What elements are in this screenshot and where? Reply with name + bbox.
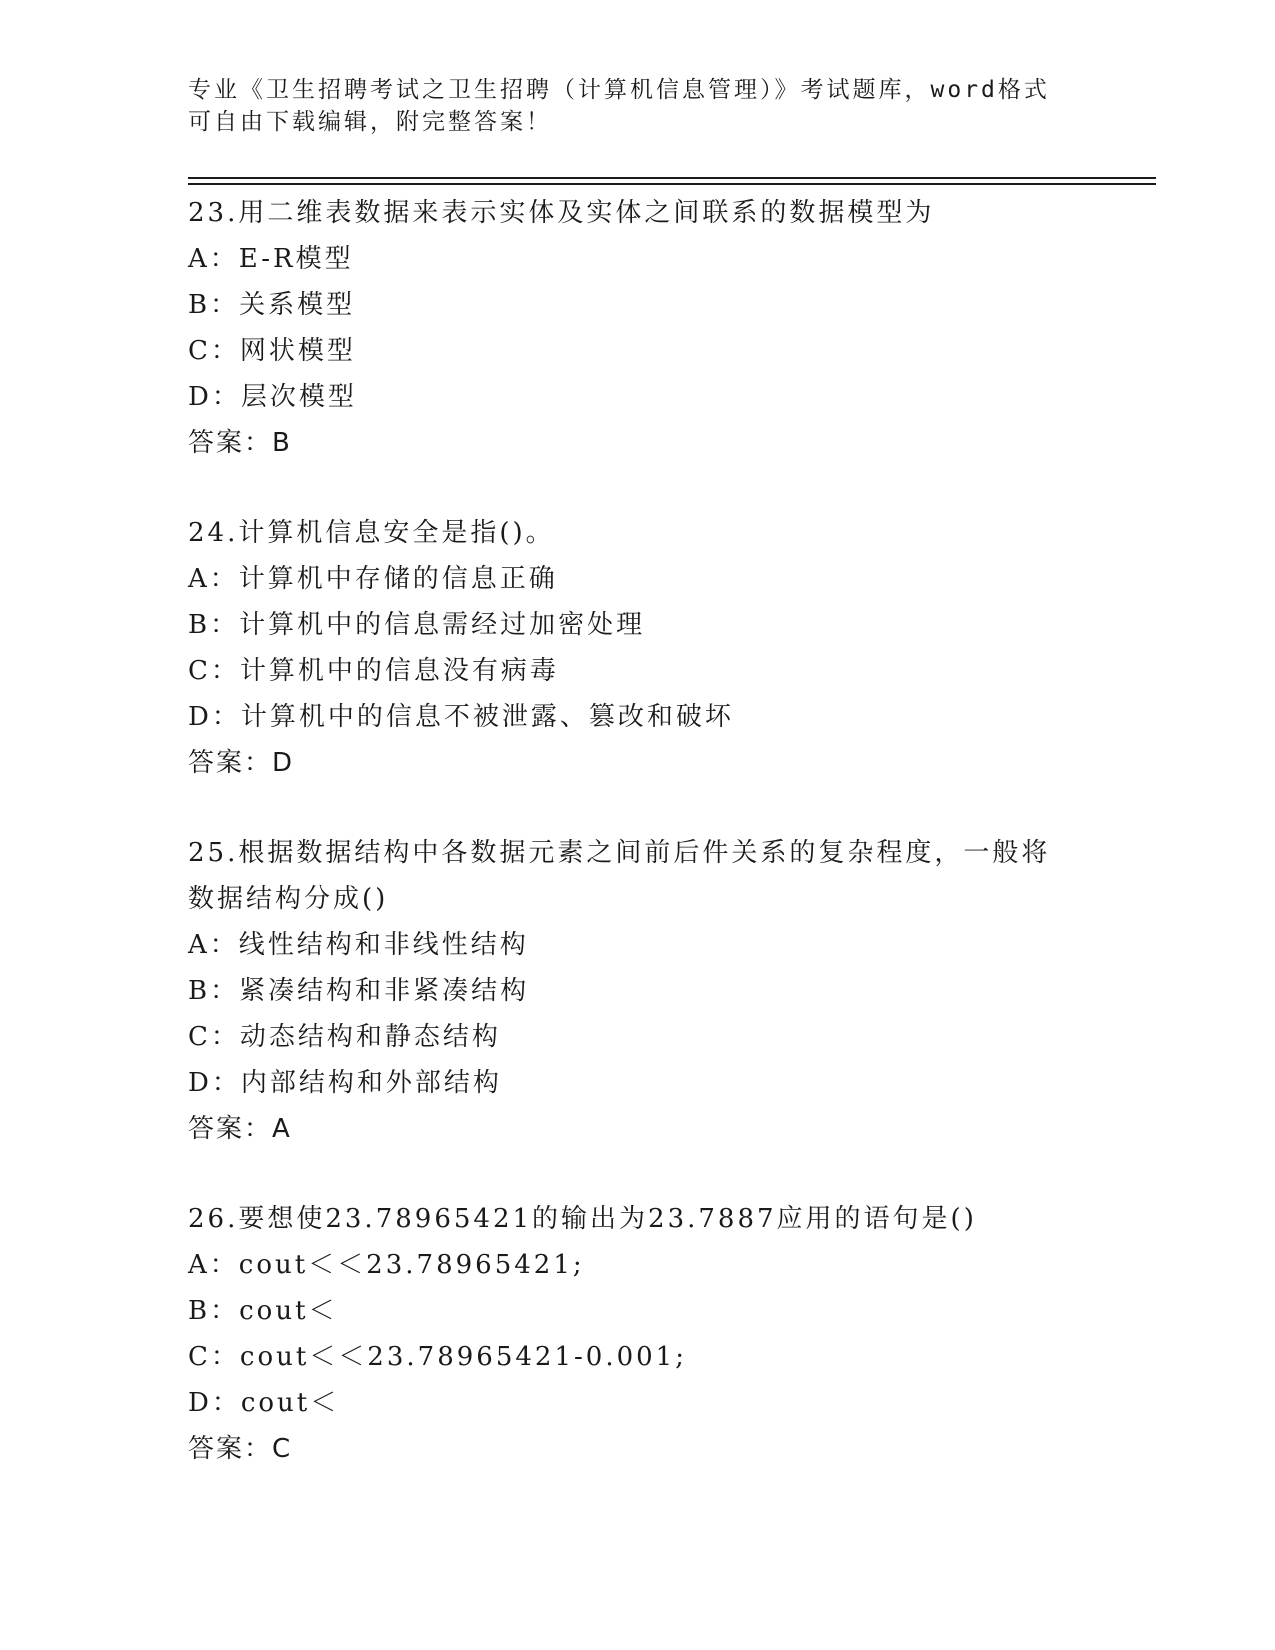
option-c: C：cout＜＜23.78965421-0.001; <box>188 1342 687 1372</box>
option-b: B：紧凑结构和非紧凑结构 <box>188 976 530 1006</box>
option-a: A：E-R模型 <box>188 244 354 274</box>
answer-line: 答案：D <box>188 748 295 778</box>
option-b: B：计算机中的信息需经过加密处理 <box>188 610 646 640</box>
option-a: A：线性结构和非线性结构 <box>188 930 529 960</box>
option-d: D：内部结构和外部结构 <box>188 1068 502 1098</box>
option-d: D：cout＜ <box>188 1388 340 1418</box>
header-divider-bottom <box>188 183 1156 185</box>
document-header: 专业《卫生招聘考试之卫生招聘（计算机信息管理）》考试题库，word格式可自由下载编辑，附完整答案！ <box>188 77 1050 135</box>
question-23 <box>188 190 1088 466</box>
question-list <box>188 190 1088 1516</box>
option-c: C：计算机中的信息没有病毒 <box>188 656 559 686</box>
option-b: B：关系模型 <box>188 290 356 320</box>
answer-line: 答案：A <box>188 1114 292 1144</box>
question-stem: 26.要想使23.78965421的输出为23.7887应用的语句是() <box>188 1204 977 1234</box>
option-a: A：cout＜＜23.78965421; <box>188 1250 585 1280</box>
option-b: B：cout＜ <box>188 1296 338 1326</box>
option-d: D：计算机中的信息不被泄露、篡改和破坏 <box>188 702 734 732</box>
question-stem: 25.根据数据结构中各数据元素之间前后件关系的复杂程度，一般将数据结构分成() <box>188 838 1051 914</box>
answer-line: 答案：C <box>188 1434 293 1464</box>
option-c: C：网状模型 <box>188 336 356 366</box>
option-d: D：层次模型 <box>188 382 357 412</box>
header-divider-top <box>188 177 1156 179</box>
question-24 <box>188 510 1088 786</box>
option-c: C：动态结构和静态结构 <box>188 1022 501 1052</box>
option-a: A：计算机中存储的信息正确 <box>188 564 558 594</box>
question-stem: 24.计算机信息安全是指()。 <box>188 518 555 548</box>
question-25 <box>188 830 1088 1152</box>
question-stem: 23.用二维表数据来表示实体及实体之间联系的数据模型为 <box>188 198 935 228</box>
answer-line: 答案：B <box>188 428 292 458</box>
question-26 <box>188 1196 1088 1472</box>
